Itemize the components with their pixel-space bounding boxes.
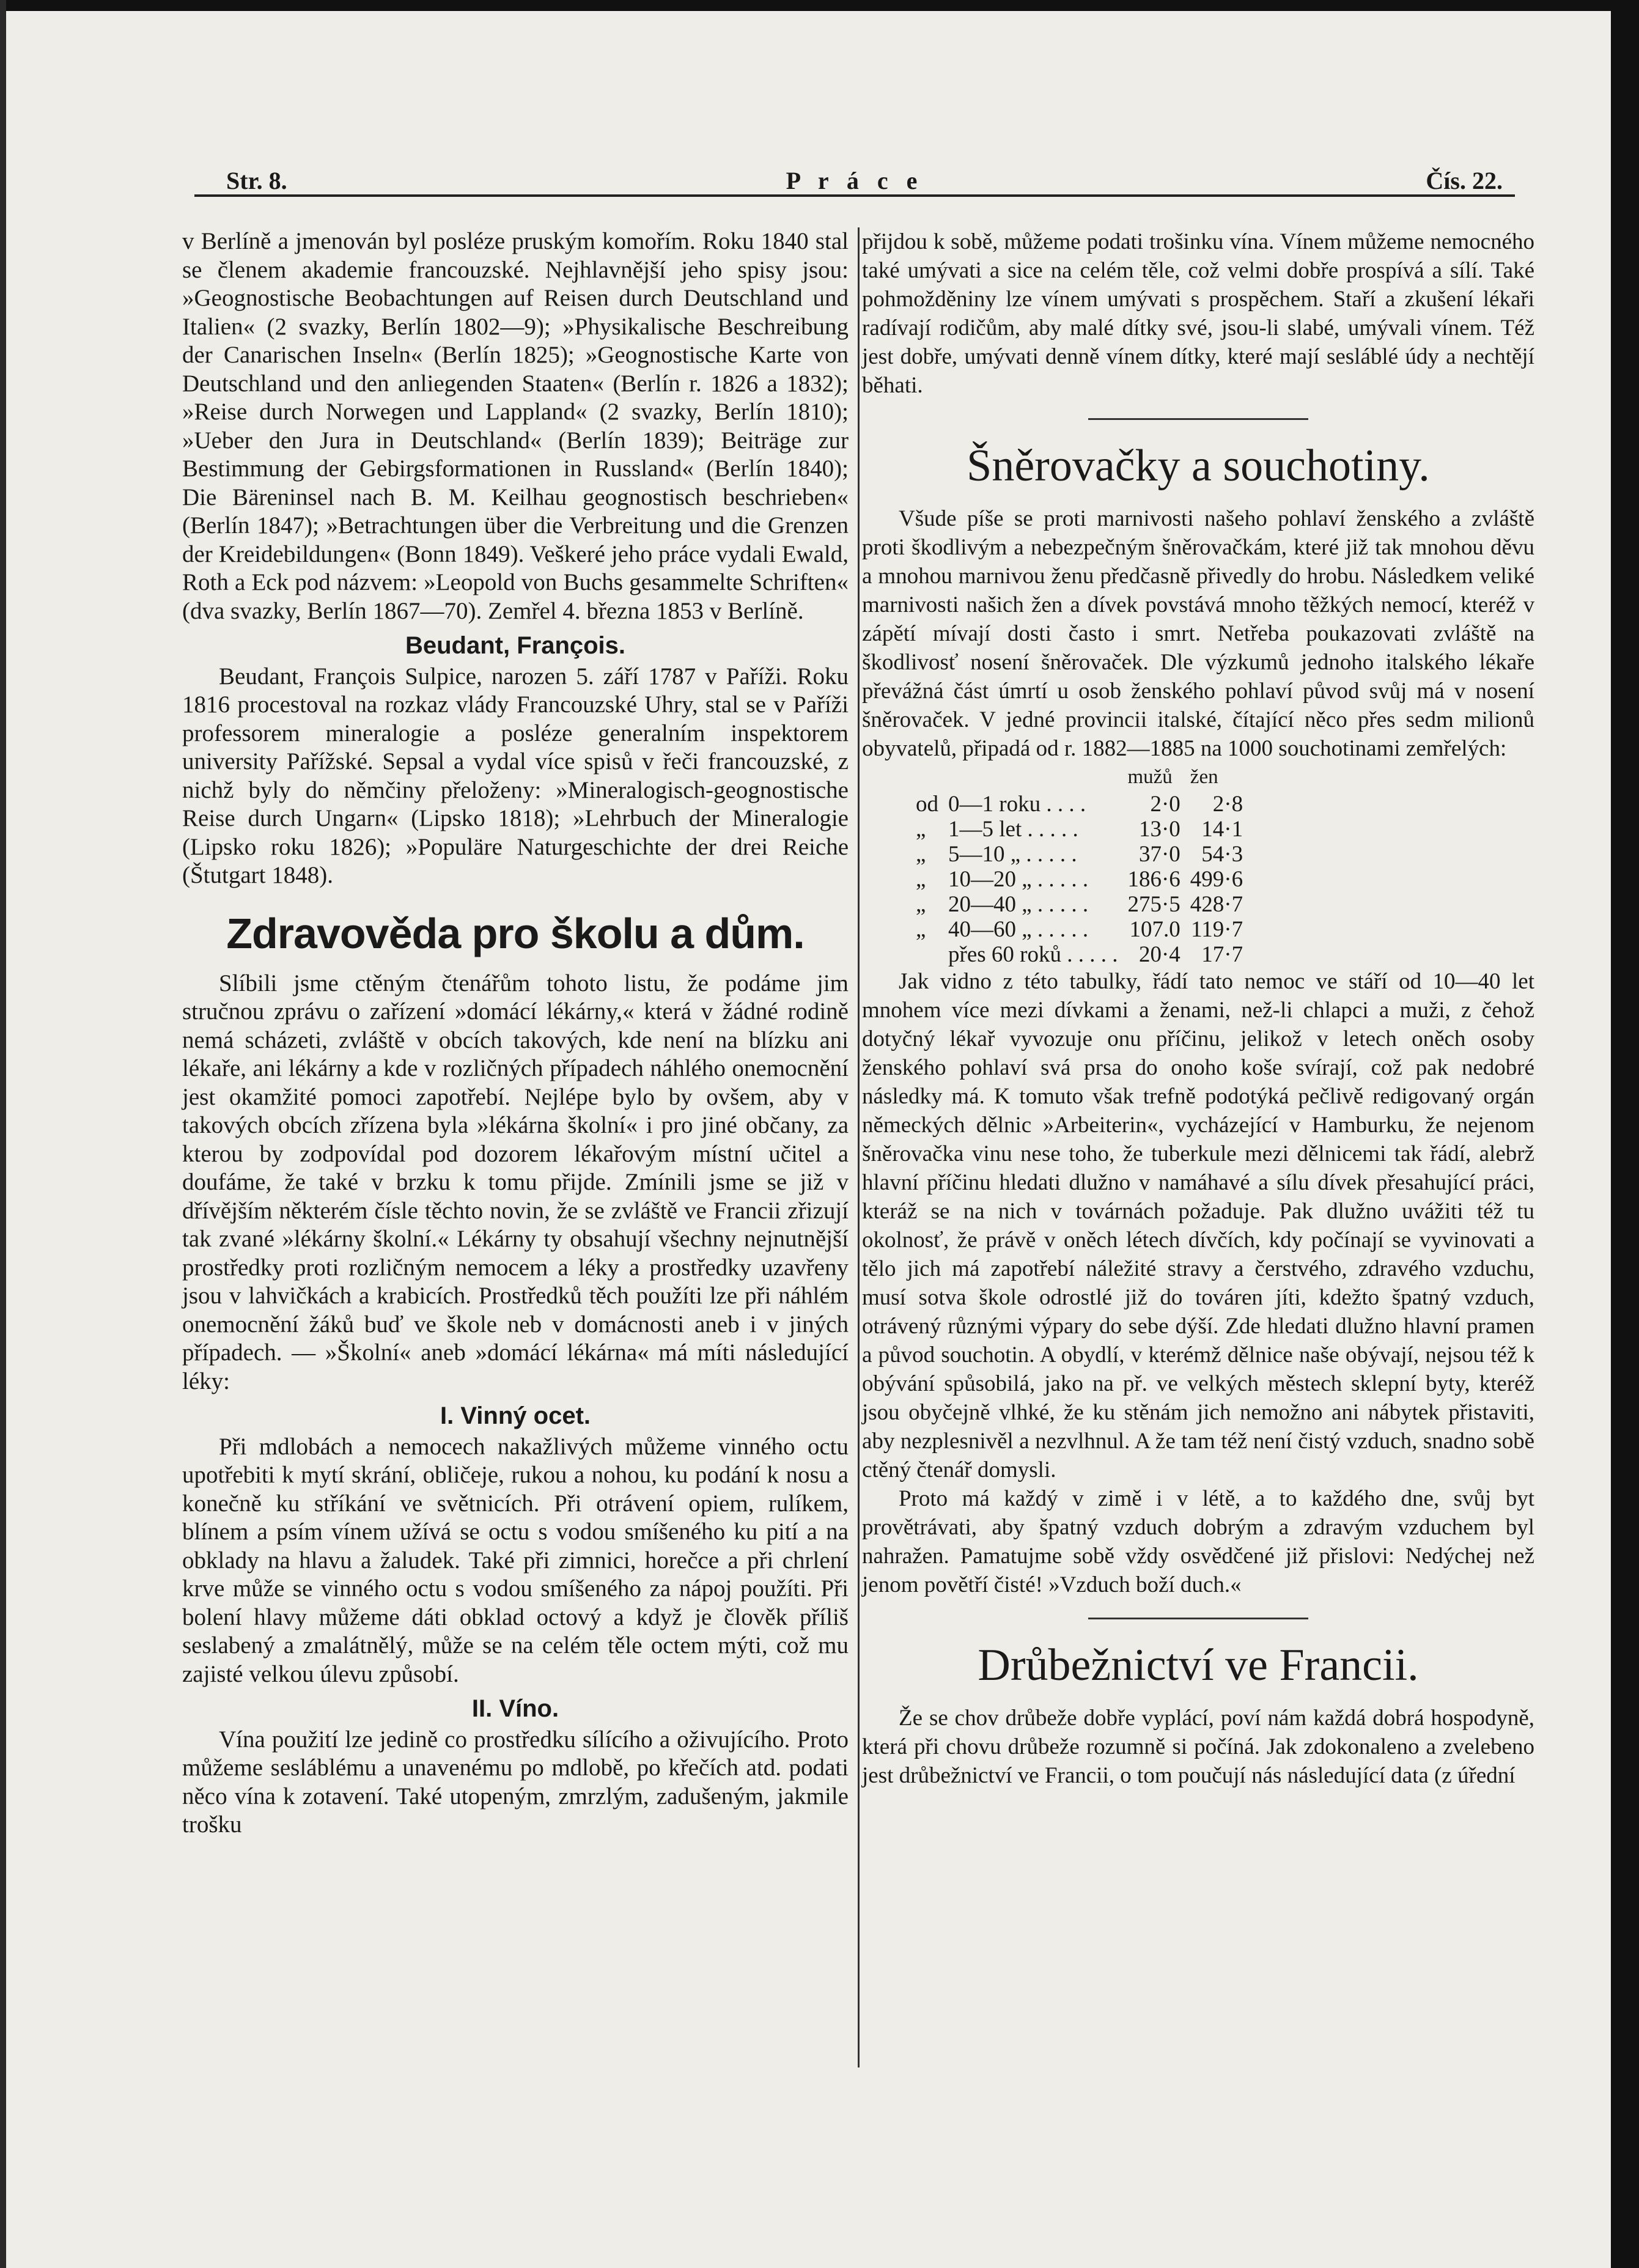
- snerovacky-title: Šněrovačky a souchotiny.: [967, 441, 1430, 491]
- mortality-table: [911, 763, 1248, 967]
- vino-text: Vína použití lze jedině co prostředku sílícího a oživujícího. Proto můžeme sesláblému a unavenému po mdlobě, po křečích atd. podati něco vína k zotavení. Také utopeným, zmrzlým, zadušeným, jakmile trošku: [182, 1726, 849, 1838]
- snerovacky-text-2: Jak vidno z této tabulky, řádí tato nemoc ve stáří od 10—40 let mnohem více mezi dívkami a ženami, než-li chlapci a muži, z čehož dotyčný lékař vyvozuje onu příčinu, jelikož v letech oněch osoby ženského pohlaví svá prsa do onoho koše svírají, což pak nedobré následky má. K tomuto však trefně podotýká pečlivě redigovaný orgán německých dělnic »Arbeiterin«, vycházející v Hamburku, že nejenom šněrovačka vinu nese toho, že tuberkule mezi dělnicemi tak řádí, alebrž hlavní příčinu hledati dlužno v namáhavé a sílu dívek přesahující práci, kteráž se na nich v továrnách požaduje. Pak dlužno uvážiti též tu okolnosť, že právě v oněch létech dívčích, kdy počínají se vyvinovati a tělo jich má zapotřebí náležité stravy a čerstvého, zdravého vzduchu, musí sotva škole odrostlé již do továren jíti, kdežto špatný vzduch, otrávený různými výpary do sebe dýší. Zde hledati dlužno hlavní pramen a původ souchotin. A obydlí, v kterémž dělnice naše obývají, nejsou též k obývání spůsobilá, jako na př. ve velkých městech sklepní byty, kteréž jsou obyčejně vlhké, že ku stěnám jich nemožno ani nábytek přistaviti, aby nezplesnivěl a nezvlhnul. A že tam též není čistý vzduch, snadno sobě ctěný čtenář domysli.: [862, 969, 1534, 1482]
- table-row: [911, 792, 1248, 817]
- table-cell: od: [916, 792, 938, 817]
- beudant-heading: Beudant, François.: [405, 632, 626, 659]
- drubeznictvi-title: Drůbežnictví ve Francii.: [978, 1640, 1419, 1690]
- table-cell: 2·0: [1150, 792, 1180, 817]
- table-cell: 13·0: [1138, 817, 1180, 842]
- left-column: [182, 227, 849, 1839]
- issue-number: Čís. 22.: [1426, 167, 1503, 194]
- page-header: [194, 160, 1515, 194]
- buch-biography-text: v Berlíně a jmenován byl posléze pruským komořím. Roku 1840 stal se členem akademie francouzské. Nejhlavnější jeho spisy jsou: »Geognostische Beobachtungen auf Reisen durch Deutschland und Italien« (2 svazky, Berlín 1802—9); »Physikalische Beschreibung der Canarischen Inseln« (Berlín 1825); »Geognostische Karte von Deutschland und den anliegenden Staaten« (Berlín r. 1826 a 1832); »Reise durch Norwegen und Lappland« (2 svazky, Berlín 1810); »Ueber den Jura in Deutschland« (Berlín 1839); Beiträge zur Bestimmung der Gebirgsformationen in Russland« (Berlín 1840); Die Bäreninsel nach B. M. Keilhau geognostisch beschrieben« (Berlín 1847); »Betrachtungen über die Verbreitung und die Grenzen der Kreidebildungen« (Bonn 1849). Veškeré jeho práce vydali Ewald, Roth a Eck pod názvem: »Leopold von Buchs gesammelte Schriften« (dva svazky, Berlín 1867—70). Zemřel 4. března 1853 v Berlíně.: [182, 228, 849, 624]
- table-row: [911, 942, 1248, 967]
- table-cell: „: [916, 892, 926, 917]
- table-cell: 186·6: [1127, 867, 1180, 892]
- table-cell: 5—10 „ . . . . .: [948, 842, 1077, 867]
- table-header-row: [911, 763, 1248, 792]
- snerovacky-text: Všude píše se proti marnivosti našeho pohlaví ženského a zvláště proti škodlivým a nebezpečným šněrovačkám, které již tak mnohou děvu a mnohou marnivou ženu předčasně přivedly do hrobu. Následkem veliké marnivosti našich žen a dívek povstává mnoho těžkých nemocí, kteréž v zápětí mívají dosti často i smrt. Netřeba poukazovati zvláště na škodlivosť nosení šněrovaček. Dle výzkumů jednoho italského lékaře převážná část úmrtí u osob ženského pohlaví původ svůj má v nosení šněrovaček. V jedné provincii italské, čítající něco přes sedm milionů obyvatelů, připadá od r. 1882—1885 na 1000 souchotinami zemřelých:: [862, 506, 1534, 761]
- scan-border-left: [0, 0, 6, 2268]
- vino-heading: II. Víno.: [471, 1695, 559, 1722]
- vino-continued-text: přijdou k sobě, můžeme podati trošinku vína. Vínem můžeme nemocného také umývati a sice na celém těle, což velmi dobře prospívá a sílí. Také pohmožděniny lze vínem umývati s prospěchem. Staří a zkušení lékaři radívají rodičům, aby malé dítky své, jsou-li slabé, umývali vínem. Též jest dobře, umývati denně vínem dítky, které mají sesláblé údy a nechtějí běhati.: [862, 229, 1534, 398]
- table-row: [911, 842, 1248, 867]
- table-cell: „: [916, 817, 926, 842]
- table-row: [911, 917, 1248, 942]
- table-cell: 10—20 „ . . . . .: [948, 867, 1089, 892]
- table-cell: 428·7: [1190, 892, 1243, 917]
- drubeznictvi-text: Že se chov drůbeže dobře vyplácí, poví nám každá dobrá hospodyně, která při chovu drůbeže rozumně si počíná. Jak zdokonaleno a zvelebeno jest drůbežnictví ve Francii, o tom poučují nás následující data (z úřední: [862, 1706, 1534, 1788]
- table-row: [911, 817, 1248, 842]
- page-number: Str. 8.: [226, 167, 287, 194]
- table-cell: 17·7: [1201, 942, 1243, 967]
- table-cell: 499·6: [1190, 867, 1243, 892]
- right-column: [862, 227, 1534, 1790]
- header-rule: [194, 194, 1515, 197]
- table-cell: 54·3: [1201, 842, 1243, 867]
- table-cell: [911, 942, 943, 967]
- table-cell: 0—1 roku . . . .: [948, 792, 1086, 817]
- ocet-heading: I. Vinný ocet.: [440, 1402, 591, 1429]
- table-cell: 40—60 „ . . . . .: [948, 917, 1089, 942]
- table-cell: 14·1: [1201, 817, 1243, 842]
- table-cell: přes 60 roků . . . . .: [948, 942, 1118, 967]
- beudant-text: Beudant, François Sulpice, narozen 5. září 1787 v Paříži. Roku 1816 procestoval na rozkaz vlády Francouzské Uhry, stal se v Paříži professorem mineralogie a posléze generalním inspektorem university Pařížské. Sepsal a vydal více spisů v řeči francouzské, z nichž byly do němčiny přeloženy: »Mineralogisch-geognostische Reise durch Ungarn« (Lipsko 1818); »Lehrbuch der Mineralogie (Lipsko roku 1826); »Populäre Naturgeschichte der drei Reiche (Štutgart 1848).: [182, 663, 849, 888]
- zdravoveda-title: Zdravověda pro školu a dům.: [226, 909, 805, 957]
- table-cell: „: [916, 917, 926, 942]
- table-cell: „: [916, 842, 926, 867]
- table-header-cell: [943, 763, 1122, 792]
- section-rule: [1088, 1618, 1308, 1619]
- table-header-women: žen: [1190, 766, 1218, 788]
- table-cell: 119·7: [1191, 917, 1243, 942]
- table-row: [911, 867, 1248, 892]
- column-divider: [858, 227, 860, 2067]
- section-rule: [1088, 418, 1308, 420]
- scan-border-top: [0, 0, 1639, 11]
- table-cell: 20—40 „ . . . . .: [948, 892, 1089, 917]
- ocet-text: Při mdlobách a nemocech nakažlivých můžeme vinného octu upotřebiti k mytí skrání, obličeje, rukou a nohou, ku podání k nosu a konečně ku stříkání ve světnicích. Při otrávení opiem, rulíkem, blínem a psím vínem užívá se octu s vodou smíšeného ku pití a na obklady na hlavu a žaludek. Také při zimnici, horečce a při chrlení krve může se vinného octu s vodou smíšeného za nápoj použíti. Při bolení hlavy můžeme dáti obklad octový a když je člověk příliš seslabený a zmalátnělý, může se na celém těle octem mýti, což mu zajisté velkou úlevu způsobí.: [182, 1433, 849, 1687]
- table-header-cell: [911, 763, 943, 792]
- table-cell: „: [916, 867, 926, 892]
- table-row: [911, 892, 1248, 917]
- zdravoveda-text: Slíbili jsme ctěným čtenářům tohoto listu, že podáme jim stručnou zprávu o zařízení »domácí lékárny,« která v žádné rodině nemá scházeti, zvláště v obcích takových, kde není na blízku ani lékaře, ani lékárny a kde v rozličných případech náhlého onemocnění jest okamžité pomoci zapotřebí. Nejlépe bylo by ovšem, aby v takových obcích zřízena byla »lékárna školní« i pro jiné občany, za kterou by zodpovídal pod dozorem lékařovým místní učitel a doufáme, že také v brzku k tomu přijde. Zmínili jsme se již v dřívějším některém čísle těchto novin, že se zvláště ve Francii zřizují tak zvané »lékárny školní.« Lékárny ty obsahují všechny nejnutnější prostředky proti rozličným nemocem a léky a prostředky uzavřeny jsou v lahvičkách a krabicích. Prostředků těch použíti lze při náhlém onemocnění žáků buď ve škole neb v domácnosti aneb i v jiných případech. — »Školní« aneb »domácí lékárna« má míti následující léky:: [182, 970, 849, 1394]
- table-cell: 107.0: [1129, 917, 1180, 942]
- newspaper-title: P r á c e: [786, 167, 924, 194]
- scan-border-right: [1611, 0, 1639, 2268]
- table-cell: 37·0: [1138, 842, 1180, 867]
- table-cell: 1—5 let . . . . .: [948, 817, 1078, 842]
- table-cell: 275·5: [1127, 892, 1180, 917]
- table-header-men: mužů: [1127, 766, 1173, 788]
- table-cell: 20·4: [1138, 942, 1180, 967]
- table-cell: 2·8: [1212, 792, 1243, 817]
- snerovacky-text-3: Proto má každý v zimě i v létě, a to každého dne, svůj byt provětrávati, aby špatný vzduch dobrým a zdravým vzduchem byl nahražen. Pamatujme sobě vždy osvědčené již přislovi: Nedýchej než jenom povětří čisté! »Vzduch boží duch.«: [862, 1486, 1534, 1597]
